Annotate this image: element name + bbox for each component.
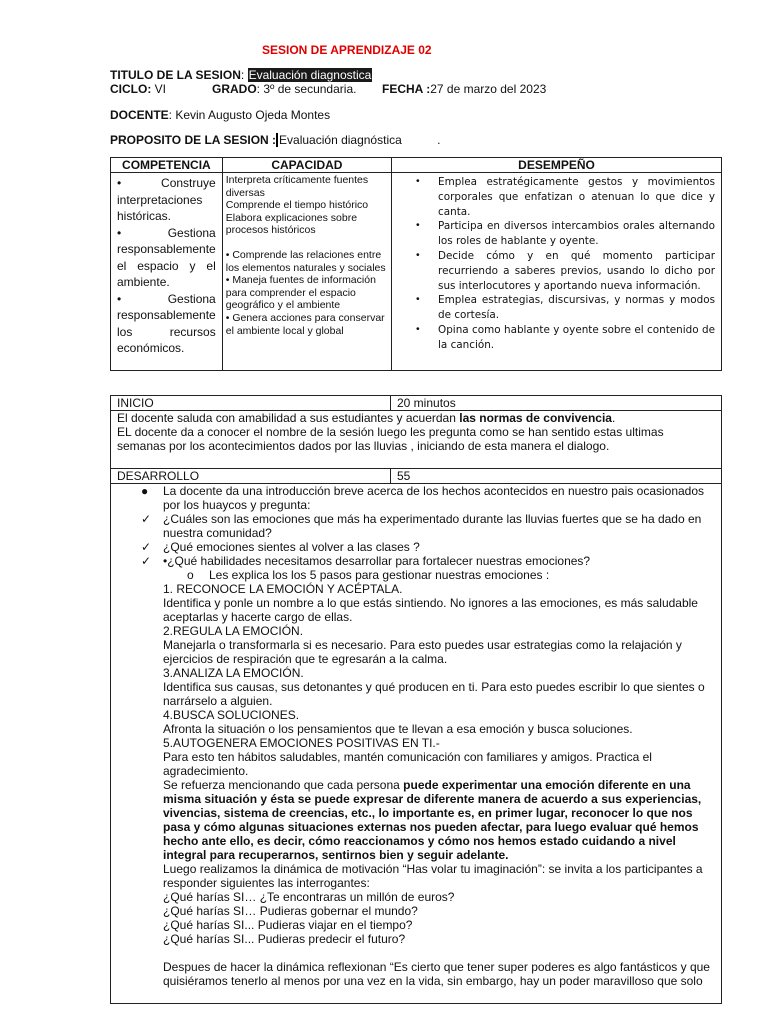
titulo-line: TITULO DE LA SESION: Evaluación diagnostica [110, 68, 372, 82]
fecha-line [382, 82, 546, 96]
step-5-heading: 5.AUTOGENERA EMOCIONES POSITIVAS EN TI.- [163, 736, 440, 750]
dinamica-question: ¿Qué harías SI… ¿Te encontraras un millón de euros? [163, 890, 455, 904]
inicio-text-end: . [611, 411, 616, 425]
desarrollo-bullet [141, 484, 715, 512]
check-icon: ✓ [141, 540, 152, 554]
fecha-label: FECHA : [382, 82, 431, 96]
grado-line [212, 82, 356, 96]
fecha-value: 27 de marzo del 2023 [430, 82, 547, 96]
capacidad-cell [222, 173, 391, 371]
header-capacidad: CAPACIDAD [222, 158, 391, 173]
list-item: • Opina como hablante y oyente sobre el contenido de la canción. [438, 323, 715, 353]
question-text: •¿Qué habilidades necesitamos desarrollar para fortalecer nuestras emociones? [163, 554, 591, 568]
inicio-header [111, 396, 721, 411]
dinamica-question: ¿Qué harías SI... Pudieras viajar en el tiempo? [163, 918, 413, 932]
desarrollo-label: DESARROLLO [111, 469, 391, 483]
dinamica-question: ¿Qué harías SI… Pudieras gobernar el mundo? [163, 904, 418, 918]
question-item [141, 554, 715, 568]
ciclo-label: CICLO: [110, 82, 152, 96]
refuerza-paragraph [163, 778, 715, 862]
desarrollo-section [110, 468, 722, 1004]
text-cursor [276, 133, 278, 147]
inicio-text: El docente saluda con amabilidad a sus estudiantes y acuerdan [117, 411, 460, 425]
step-3-heading: 3.ANALIZA LA EMOCIÓN. [163, 666, 304, 680]
capacidad-item: • Comprende las relaciones entre los elementos naturales y sociales [225, 248, 386, 274]
document-title: SESION DE APRENDIZAJE 02 [262, 43, 432, 57]
circle-bullet-icon: o [187, 568, 194, 582]
desarrollo-header [111, 469, 721, 484]
sub-item-text: Les explica los los 5 pasos para gestionar nuestras emociones : [209, 568, 550, 582]
inicio-label: INICIO [111, 396, 391, 410]
question-item [141, 512, 715, 540]
capacidad-item: Elabora explicaciones sobre procesos históricos [225, 211, 358, 237]
step-3-text: Identifica sus causas, sus detonantes y qué producen en ti. Para esto puedes escribir lo que sientes o narrárselo a alguien. [163, 680, 705, 708]
inicio-paragraph [111, 411, 721, 425]
step-4-text: Afronta la situación o los pensamientos que te llevan a esa emoción y busca soluciones. [163, 722, 633, 736]
header-desempeno: DESEMPEÑO [392, 158, 722, 173]
competencia-text: • Construye interpretaciones históricas. • Gestiona responsablemente el espacio y el ambiente. • Gestiona responsablemente los recursos económicos. [117, 176, 216, 355]
list-item: • Emplea estrategias, discursivas, y normas y modos de cortesía. [438, 293, 715, 323]
proposito-label: PROPOSITO DE LA SESION : [110, 133, 277, 147]
capacidad-spacer [226, 237, 388, 249]
dinamica-paragraph: Luego realizamos la dinámica de motivación “Has volar tu imaginación”: se invita a los participantes a responder siguientes las interrogantes: [163, 862, 703, 890]
inicio-paragraph-2: EL docente da a conocer el nombre de la sesión luego les pregunta como se han sentido estas ultimas semanas por los acontecimientos dados por las lluvias , iniciando de esta manera el dialogo. [117, 425, 664, 453]
inicio-bold-text: las normas de convivencia [459, 411, 612, 425]
check-icon: ✓ [141, 512, 152, 526]
proposito-line [110, 133, 440, 147]
competencias-table [110, 157, 722, 371]
docente-line [110, 108, 330, 122]
step-1-heading: 1. RECONOCE LA EMOCIÓN Y ACÉPTALA. [163, 582, 403, 596]
refuerza-bold-text: puede experimentar una emoción diferente en una misma situación y ésta se puede expresar de diferente manera de acuerdo a sus experiencias, vivencias, sistema de creencias, etc., lo importante es, en primer lugar, reconocer lo que nos pasa y cómo algunas situaciones externas nos pueden afectar, para luego evaluar qué hemos hecho ante ello, es decir, cómo reaccionamos y cómo nos hemos estado cuidando a nivel integral para recuperarnos, sentirnos bien y seguir adelante. [163, 778, 702, 862]
sub-item [163, 568, 715, 582]
docente-value: : Kevin Augusto Ojeda Montes [168, 108, 331, 122]
list-item: • Participa en diversos intercambios orales alternando los roles de hablante y oyente. [438, 219, 715, 249]
table-row [111, 173, 722, 371]
titulo-value: Evaluación diagnostica [248, 68, 372, 82]
bullet-icon: ● [141, 484, 149, 498]
step-4-heading: 4.BUSCA SOLUCIONES. [163, 708, 300, 722]
header-competencia: COMPETENCIA [111, 158, 223, 173]
desempeno-cell [392, 173, 722, 371]
refuerza-text: Se refuerza mencionando que cada persona [163, 778, 404, 792]
capacidad-item: Interpreta críticamente fuentes diversas [225, 174, 369, 199]
step-5-text: Para esto ten hábitos saludables, mantén comunicación con familiares y amigos. Practica el agradecimiento. [163, 750, 652, 778]
inicio-section [110, 395, 722, 469]
ciclo-value: VI [154, 82, 167, 96]
list-item: • Emplea estratégicamente gestos y movimientos corporales que enfatizan o atenuan lo que dice y canta. [438, 175, 715, 219]
list-item: • Decide cómo y en qué momento participar recurriendo a saberes previos, usando lo dicho por sus interlocutores y aportando nueva información. [438, 249, 715, 293]
desempeno-list [392, 175, 715, 353]
titulo-label: TITULO DE LA SESION [110, 68, 241, 82]
step-2-heading: 2.REGULA LA EMOCIÓN. [163, 624, 304, 638]
grado-label: GRADO [212, 82, 257, 96]
docente-label: DOCENTE [110, 108, 169, 122]
step-2-text: Manejarla o transformarla si es necesario. Para esto puedes usar estrategias como la relajación y ejercicios de respiración que te egresarán a la calma. [163, 638, 682, 666]
desarrollo-time: 55 [397, 469, 411, 483]
capacidad-item: • Genera acciones para conservar el ambiente local y global [225, 311, 385, 337]
dinamica-question: ¿Qué harías SI... Pudieras predecir el futuro? [163, 932, 406, 946]
question-item [141, 540, 715, 554]
question-text: ¿Cuáles son las emociones que más ha experimentado durante las lluvias fuertes que se ha dado en nuestra comunidad? [163, 512, 702, 540]
proposito-value: Evaluación diagnóstica [279, 133, 402, 147]
bullet-text: La docente da una introducción breve acerca de los hechos acontecidos en nuestro pais ocasionados por los huaycos y pregunta: [163, 484, 705, 512]
capacidad-item: Comprende el tiempo histórico [225, 199, 369, 212]
grado-value: : 3º de secundaria. [256, 82, 357, 96]
spacer [163, 946, 715, 960]
table-header-row [111, 158, 722, 173]
capacidad-item: • Maneja fuentes de información para comprender el espacio geográfico y el ambiente [225, 274, 376, 312]
competencia-cell [111, 173, 223, 371]
final-paragraph: Despues de hacer la dinámica reflexionan “Es cierto que tener super poderes es algo fantásticos y que quisiéramos tenerlo al menos por una vez en la vida, sin embargo, hay un poder maravilloso que solo [163, 960, 710, 988]
step-1-text: Identifica y ponle un nombre a lo que estás sintiendo. No ignores a las emociones, es más saludable aceptarlas y hacerte cargo de ellas. [163, 596, 698, 624]
inicio-time: 20 minutos [397, 396, 456, 410]
check-icon: ✓ [141, 554, 152, 568]
proposito-tail: . [437, 133, 441, 147]
ciclo-line [110, 82, 166, 96]
question-text: ¿Qué emociones sientes al volver a las clases ? [163, 540, 420, 554]
desarrollo-content [111, 484, 721, 988]
